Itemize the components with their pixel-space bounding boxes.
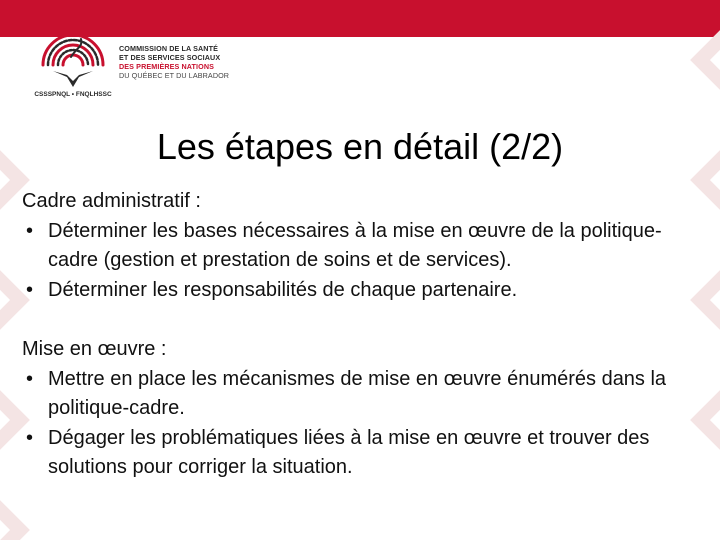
section-spacer [22, 305, 702, 335]
organization-name [119, 44, 229, 80]
bullet-list [22, 217, 702, 306]
list-item-text: Mettre en place les mécanismes de mise en œuvre énumérés dans la politique-cadre. [48, 367, 667, 419]
list-item-text: Dégager les problématiques liées à la mise en œuvre et trouver des solutions pour corriger la situation. [48, 426, 650, 478]
list-item-text: Déterminer les responsabilités de chaque partenaire. [48, 278, 518, 301]
organization-logo [33, 25, 233, 99]
bullet-icon: • [26, 219, 34, 242]
section-heading: Mise en œuvre : [22, 338, 167, 360]
logo-line-3: DES PREMIÈRES NATIONS [119, 62, 215, 71]
list-item-text: Déterminer les bases nécessaires à la mise en œuvre de la politique-cadre (gestion et prestation de soins et de services). [48, 219, 662, 271]
logo-line-4: DU QUÉBEC ET DU LABRADOR [119, 71, 230, 80]
list-item [22, 276, 702, 306]
logo-line-2: ET DES SERVICES SOCIAUX [119, 53, 221, 62]
slide-title: Les étapes en détail (2/2) [156, 126, 564, 167]
bullet-icon: • [26, 278, 34, 301]
section-administrative-framework [22, 187, 702, 305]
section-heading: Cadre administratif : [22, 190, 201, 212]
slide-body [22, 187, 702, 483]
emblem-text: CSSSPNQL • FNQLHSSC [34, 91, 112, 98]
bullet-icon: • [26, 367, 34, 390]
list-item [22, 365, 702, 424]
list-item [22, 217, 702, 276]
organization-emblem-icon [33, 25, 113, 99]
list-item [22, 424, 702, 483]
bullet-list [22, 365, 702, 483]
logo-line-1: COMMISSION DE LA SANTÉ [119, 44, 218, 53]
bullet-icon: • [26, 426, 34, 449]
section-implementation [22, 335, 702, 483]
